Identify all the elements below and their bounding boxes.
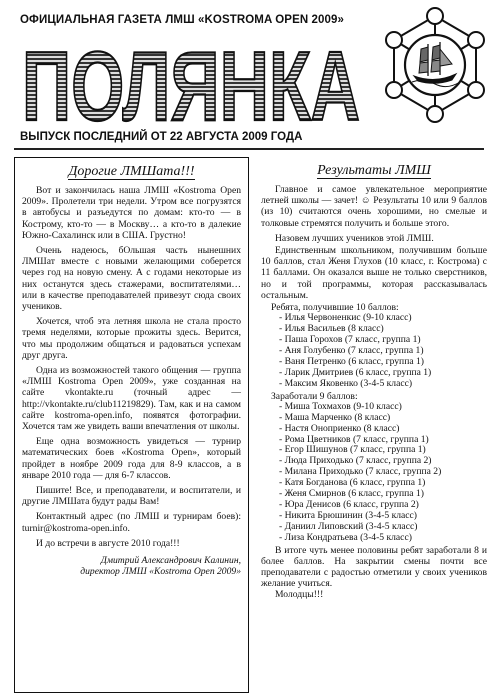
editorial-paragraph: Хочется, чтоб эта летняя школа не стала просто тремя неделями, которые прожиты здесь. Верится, что мы продолжим общаться и радоваться успехам друг друга. [22, 316, 241, 361]
ten-points-list [261, 313, 487, 389]
list-item: - Миша Тохмахов (9-10 класс) [279, 400, 402, 412]
masthead-text: ПОЛЯНКА [22, 42, 360, 124]
ten-points-header: Ребята, получившие 10 баллов: [271, 302, 399, 314]
editorial-paragraph: Вот и закончилась наша ЛМШ «Kostroma Open 2009». Пролетели три недели. Утром все погрузятся в автобусы и разъедутся по домам: кто-то — в Кострому, кто-то — в Москву… а кто-то в далекие Южно-Сахалинск или в США. Грустно! [22, 185, 241, 241]
list-item: - Рома Цветников (7 класс, группа 1) [279, 433, 429, 445]
list-item: - Настя Оноприенко (8 класс) [279, 422, 400, 434]
results-title: Результаты ЛМШ [317, 163, 431, 178]
editorial-paragraph: Пишите! Все, и преподаватели, и воспитатели, и другие ЛМШата будут рады Вам! [22, 485, 241, 508]
editorial-paragraph: Одна из возможностей такого общения — группа «ЛМШ Kostroma Open 2009», уже созданная на сайте vkontakte.ru (точный адрес — http://vkontakte.ru/club11219829). Там, как и на самом сайте kostroma-open.info, появятся фотографии. Хочется там же увидеть ваши впечатления от школы. [22, 365, 241, 433]
list-item: - Ваня Петренко (6 класс, группа 1) [279, 355, 424, 367]
results-closing: Молодцы!!! [275, 589, 324, 601]
results-paragraph: Главное и самое увлекательное мероприятие летней школы — зачет! ☺ Результаты 10 или 9 баллов (из 10) считаются очень хорошими, но смелые и толковые стремятся получить и больше этого. [261, 184, 487, 229]
list-item: - Никита Брюшинин (3-4-5 класс) [279, 509, 418, 521]
school-logo [376, 4, 494, 135]
results-column [253, 157, 489, 693]
list-item: - Люда Приходько (7 класс, группа 2) [279, 455, 432, 467]
editorial-paragraph: И до встречи в августе 2010 года!!! [36, 537, 180, 549]
list-item: - Катя Богданова (6 класс, группа 1) [279, 477, 426, 489]
signature-role: директор ЛМШ «Kostroma Open 2009» [80, 566, 241, 578]
editorial-paragraph: Очень надеюсь, бОльшая часть нынешних ЛМШат вместе с новыми желающими соберется через год на новую смену. А с годами некоторые из них останутся здесь стажерами, воспитателями… или в качестве преподавателей привезут сюда своих учеников. [22, 245, 241, 313]
list-item: - Юра Денисов (6 класс, группа 2) [279, 498, 419, 510]
results-paragraph: Единственным школьником, получившим больше 10 баллов, стал Женя Глухов (10 класс, г. Кострома) с 11 баллами. Он оказался выше не только сверстников, но и той программы, которая рассказывалась остальным. [261, 245, 487, 301]
list-item: - Егор Шишунов (7 класс, группа 1) [279, 444, 426, 456]
issue-line: ВЫПУСК ПОСЛЕДНИЙ ОТ 22 АВГУСТА 2009 ГОДА [20, 131, 303, 143]
signature-name: Дмитрий Александрович Калинин, [100, 555, 241, 567]
list-item: - Милана Приходько (7 класс, группа 2) [279, 466, 442, 478]
results-paragraph: В итоге чуть менее половины ребят заработали 8 и более баллов. На закрытии смены почти все преподаватели с радостью отметили у своих учеников желание учиться. [261, 544, 487, 590]
nine-points-list [261, 402, 487, 544]
editorial-paragraph: Контактный адрес (по ЛМШ и турнирам боев): turnir@kostroma-open.info. [22, 511, 241, 534]
list-item: - Маша Марченко (8 класс) [279, 411, 391, 423]
list-item: - Аня Голубенко (7 класс, группа 1) [279, 344, 424, 356]
list-item: - Лиза Кондратьева (3-4-5 класс) [279, 531, 412, 543]
newspaper-tagline: ОФИЦИАЛЬНАЯ ГАЗЕТА ЛМШ «KOSTROMA OPEN 2009» [20, 14, 345, 26]
editorial-box [14, 157, 249, 693]
list-item: - Женя Смирнов (6 класс, группа 1) [279, 488, 424, 500]
editorial-title: Дорогие ЛМШата!!! [68, 164, 195, 179]
list-item: - Даниил Липовский (3-4-5 класс) [279, 520, 418, 532]
editorial-paragraph: Еще одна возможность увидеться — турнир математических боев «Kostroma Open», который пройдет в ноябре 2009 года для 8-9 классов, а в январе 2010 года — для 6-7 классов. [22, 436, 241, 481]
list-item: - Максим Яковенко (3-4-5 класс) [279, 377, 413, 389]
list-item: - Илья Васильев (8 класс) [279, 323, 384, 335]
list-item: - Илья Червоненкис (9-10 класс) [279, 312, 412, 324]
header-divider [14, 148, 484, 150]
nine-points-header: Заработали 9 баллов: [271, 390, 358, 402]
list-item: - Паша Горохов (7 класс, группа 1) [279, 334, 421, 346]
masthead-title [18, 42, 363, 124]
results-paragraph: Назовем лучших учеников этой ЛМШ. [275, 232, 434, 244]
list-item: - Ларик Дмитриев (6 класс, группа 1) [279, 366, 432, 378]
